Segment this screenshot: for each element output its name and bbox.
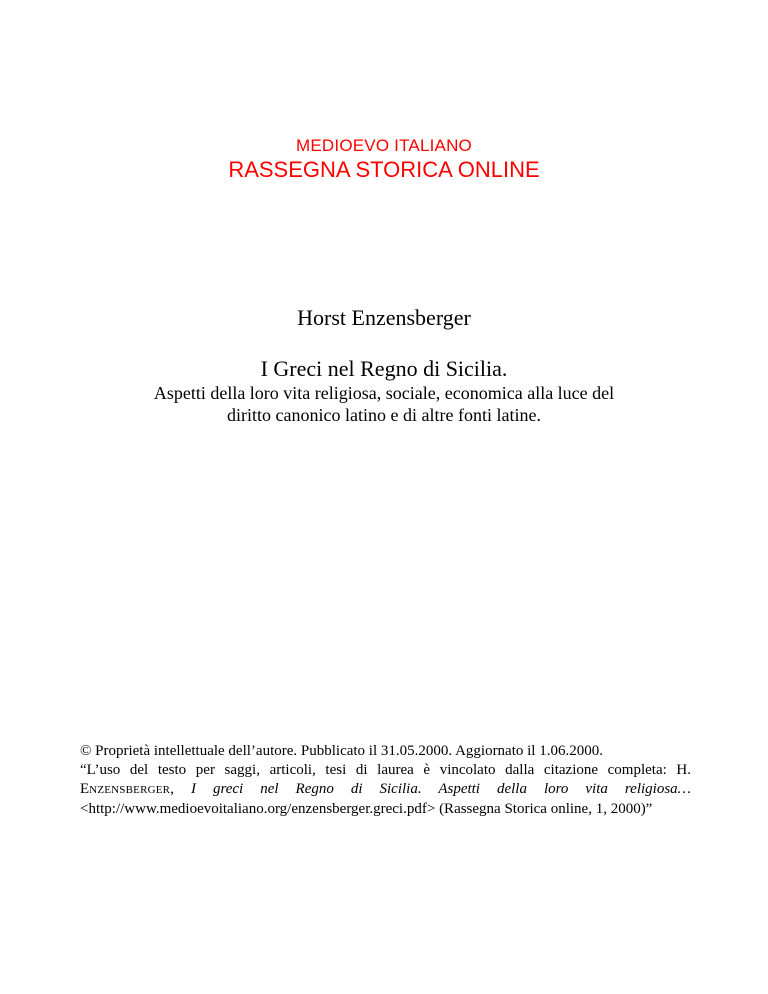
citation-intro: “L’uso del testo per saggi, articoli, tesi di laurea è vincolato dalla citazione completa: H. (80, 762, 691, 778)
citation-author-rest: NZENSBERGER (89, 784, 171, 796)
citation-source: (Rassegna Storica online, 1, 2000)” (435, 801, 653, 817)
citation-url: <http://www.medioevoitaliano.org/enzensberger.greci.pdf> (80, 801, 436, 817)
work-subtitle-line-2: diritto canonico latino e di altre fonti latine. (227, 405, 541, 425)
citation-notice (80, 761, 691, 819)
journal-series: MEDIOEVO ITALIANO (296, 136, 472, 155)
copyright-footer (80, 742, 691, 819)
work-subtitle-line-1: Aspetti della loro vita religiosa, sociale, economica alla luce del (153, 383, 615, 403)
journal-title: RASSEGNA STORICA ONLINE (228, 157, 540, 182)
journal-header (0, 136, 768, 183)
author-name: Horst Enzensberger (297, 305, 471, 330)
work-title: I Greci nel Regno di Sicilia. (260, 356, 508, 381)
citation-comma: , (170, 781, 191, 797)
copyright-notice: © Proprietà intellettuale dell’autore. Pubblicato il 31.05.2000. Aggiornato il 1.06.2000. (80, 743, 603, 759)
work-title-block (0, 356, 768, 426)
citation-author-initial: E (80, 781, 90, 797)
citation-title: I greci nel Regno di Sicilia. Aspetti della loro vita religiosa… (190, 781, 691, 797)
